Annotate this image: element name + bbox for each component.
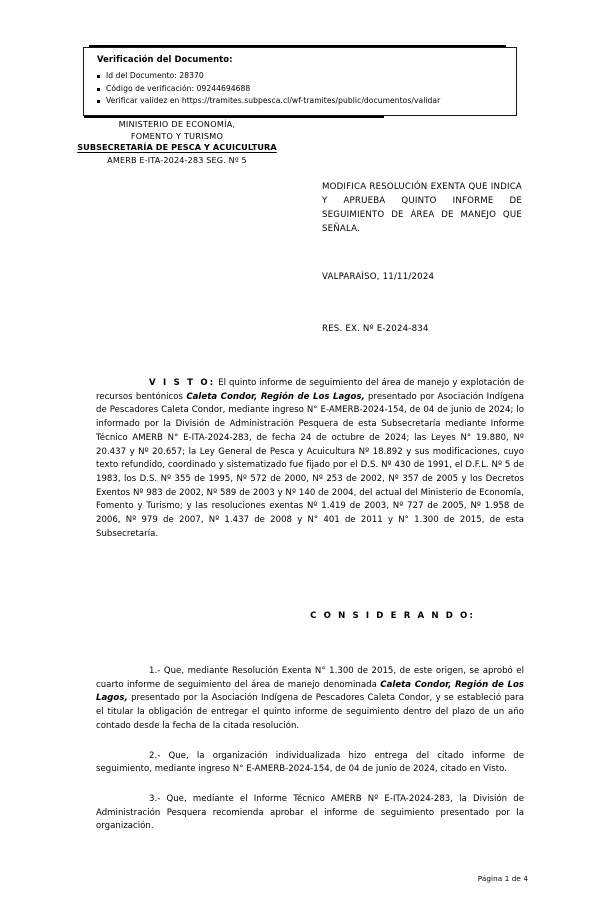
verification-stamp — [83, 47, 517, 116]
paragraph-spacer-2 — [96, 777, 524, 793]
verification-item-document-id: Id del Documento: 28370 — [93, 70, 507, 82]
ministry-line-1: MINISTERIO DE ECONOMÍA, — [118, 119, 236, 129]
considerando-item-1-text-b: presentado por la Asociación Indígena de Pescadores Caleta Condor, y se estableció para el titular la obligación de entregar el quinto informe de seguimiento dentro del plazo de un año contado desde la fecha de la citada resolución. — [96, 693, 524, 731]
verification-item-validation-url[interactable]: Verificar validez en https://tramites.subpesca.cl/wf-tramites/public/documentos/validar — [93, 95, 507, 107]
stamp-bottom-rule — [84, 116, 384, 118]
visto-paragraph — [96, 377, 524, 541]
resolution-number — [322, 324, 429, 334]
considerando-item-3-text: 3.- Que, mediante el Informe Técnico AMERB Nº E-ITA-2024-283, la División de Administración Pesquera recomienda aprobar el informe de seguimiento presentado por la organización. — [96, 793, 524, 832]
considerando-item-1-area-name: Caleta Condor, Región de Los Lagos, — [96, 679, 525, 704]
considerando-item-1-text-a: 1.- Que, mediante Resolución Exenta N° 1.300 de 2015, de este origen, se aprobó el cuarto informe de seguimiento del área de manejo denominada — [96, 666, 524, 690]
visto-heading: V I S T O: — [149, 378, 216, 388]
letterhead — [57, 119, 297, 167]
visto-text-a: El quinto informe de seguimiento del área de manejo y explotación de recursos bentónicos — [96, 378, 524, 402]
visto-section — [96, 377, 524, 541]
subsecretaria-title: SUBSECRETARÍA DE PESCA Y ACUICULTURA — [77, 142, 277, 153]
verification-box — [83, 47, 517, 116]
visto-area-name: Caleta Condor, Región de Los Lagos, — [186, 391, 365, 402]
visto-text-b: presentado por Asociación Indígena de Pescadores Caleta Condor, mediante ingreso N° E-AMERB-2024-154, de 04 de junio de 2024; lo informado por la División de Administración Pesquera de esta Subsecretaría mediante Informe Técnico AMERB N° E-ITA-2024-283, de fecha 24 de octubre de 2024; las Leyes N° 19.880, Nº 20.437 y Nº 20.657; la Ley General de Pesca y Acuicultura Nº 18.892 y sus modificaciones, cuyo texto refundido, coordinado y sistematizado fue fijado por el D.S. Nº 430 de 1991, el D.F.L. Nº 5 de 1983, los D.S. Nº 355 de 1995, Nº 572 de 2000, Nº 253 de 2002, Nº 357 de 2005 y los Decretos Exentos Nº 983 de 2002, Nº 589 de 2003 y Nº 140 de 2004, del actual del Ministerio de Economía, Fomento y Turismo; y las resoluciones exentas Nº 1.419 de 2003, Nº 727 de 2005, Nº 1.958 de 2006, Nº 979 de 2007, Nº 1.437 de 2008 y N° 401 de 2011 y N° 1.300 de 2015, de esta Subsecretaría. — [96, 391, 524, 539]
verification-title: Verificación del Documento: — [97, 54, 233, 64]
considerando-item-2-text: 2.- Que, la organización individualizada hizo entrega del citado informe de seguimiento, mediante ingreso N° E-AMERB-2024-154, de 04 de junio de 2024, citado en Visto. — [96, 750, 524, 775]
place-and-date: VALPARAÍSO, 11/11/2024 — [322, 272, 435, 282]
document-code: AMERB E-ITA-2024-283 SEG. Nº 5 — [107, 155, 247, 166]
considerando-heading: C O N S I D E R A N D O: — [310, 611, 475, 621]
page-footer — [0, 874, 528, 883]
page-number-label: Página 1 de 4 — [477, 874, 528, 883]
paragraph-spacer-1 — [96, 734, 524, 750]
considerando-item-1 — [96, 665, 524, 734]
ministry-line-2: FOMENTO Y TURISMO — [130, 130, 224, 141]
considerando-item-2 — [96, 750, 524, 777]
resolution-subject: MODIFICA RESOLUCIÓN EXENTA QUE INDICA Y APRUEBA QUINTO INFORME DE SEGUIMIENTO DE ÁREA DE MANEJO QUE SEÑALA. — [322, 182, 522, 234]
considerando-item-3 — [96, 793, 524, 834]
verification-list — [93, 70, 507, 107]
considerando-section — [96, 665, 524, 834]
verification-item-code: Código de verificación: 09244694688 — [93, 83, 507, 95]
resolution-number-text: RES. EX. Nº E-2024-834 — [322, 324, 429, 334]
